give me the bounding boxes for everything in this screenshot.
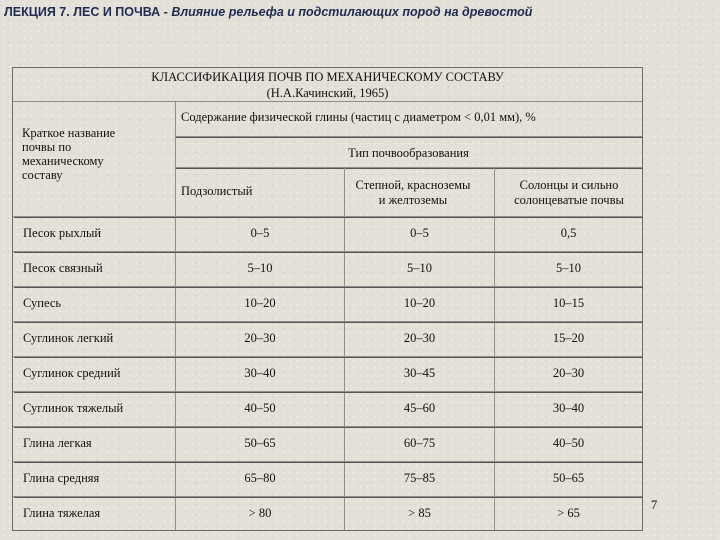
- row-name: Песок связный: [23, 261, 103, 275]
- column-header-line: Подзолистый: [181, 184, 253, 198]
- column-header-line: Солонцы и сильно: [519, 178, 619, 192]
- table-cell: 30–40: [244, 366, 276, 380]
- table-cell: 5–10: [407, 261, 432, 275]
- lecture-title: ЛЕКЦИЯ 7. ЛЕС И ПОЧВА: [4, 5, 161, 19]
- row-name: Супесь: [23, 296, 62, 310]
- type-header: Тип почвообразования: [348, 146, 469, 160]
- table-cell: 10–20: [403, 296, 436, 310]
- table-cell: 0–5: [250, 226, 270, 240]
- table-cell: > 85: [408, 506, 431, 520]
- table-cell: 5–10: [556, 261, 581, 275]
- row-header: [22, 126, 162, 182]
- table-cell: 30–45: [403, 366, 436, 380]
- table-cell: > 65: [557, 506, 580, 520]
- row-name: Глина легкая: [23, 436, 92, 450]
- table-cell: 40–50: [552, 436, 585, 450]
- column-header-steppe: [333, 178, 493, 208]
- column-header-line: Степной, красноземы: [355, 178, 471, 192]
- column-header-line: солонцеватые почвы: [514, 193, 624, 207]
- table-cell: 15–20: [552, 331, 585, 345]
- table-cell: 5–10: [247, 261, 273, 275]
- row-name: Глина средняя: [23, 471, 100, 485]
- column-header-solonetz: [495, 178, 643, 208]
- table-cell: 20–30: [244, 331, 276, 345]
- table-cell: 30–40: [552, 401, 585, 415]
- table-title-line2: (Н.А.Качинский, 1965): [266, 86, 389, 100]
- column-header-line: и желтоземы: [378, 193, 448, 207]
- row-name: Песок рыхлый: [23, 226, 102, 240]
- table-cell: 10–20: [244, 296, 276, 310]
- table-cell: 45–60: [403, 401, 436, 415]
- soil-classification-table: [12, 67, 643, 531]
- table-cell: 65–80: [244, 471, 276, 485]
- table-cell: 10–15: [552, 296, 585, 310]
- table-cell: 60–75: [403, 436, 436, 450]
- column-header-podzolic: [181, 184, 341, 199]
- table-cell: > 80: [248, 506, 272, 520]
- page-number: 7: [651, 498, 658, 512]
- table-cell: 0,5: [560, 226, 577, 240]
- table-cell: 20–30: [552, 366, 585, 380]
- row-header-line: составу: [22, 168, 63, 182]
- table-cell: 50–65: [552, 471, 585, 485]
- row-name: Суглинок легкий: [23, 331, 114, 345]
- slide-header: [4, 5, 716, 19]
- table-cell: 75–85: [403, 471, 436, 485]
- row-header-line: механическому: [22, 154, 104, 168]
- row-header-line: почвы по: [22, 140, 72, 154]
- table-cell: 20–30: [403, 331, 436, 345]
- row-header-line: Краткое название: [22, 126, 116, 140]
- row-name: Суглинок тяжелый: [23, 401, 124, 415]
- table-cell: 0–5: [410, 226, 429, 240]
- table-title-line1: КЛАССИФИКАЦИЯ ПОЧВ ПО МЕХАНИЧЕСКОМУ СОСТАВУ: [151, 70, 504, 84]
- content-header: Содержание физической глины (частиц с диаметром < 0,01 мм), %: [181, 110, 536, 124]
- table-cell: 50–65: [244, 436, 276, 450]
- lecture-subtitle: Влияние рельефа и подстилающих пород на древостой: [171, 5, 533, 19]
- row-name: Суглинок средний: [23, 366, 121, 380]
- table-title: [13, 68, 642, 102]
- table-cell: 40–50: [244, 401, 276, 415]
- column-divider: [175, 102, 176, 530]
- header-separator: -: [160, 5, 172, 19]
- row-name: Глина тяжелая: [23, 506, 101, 520]
